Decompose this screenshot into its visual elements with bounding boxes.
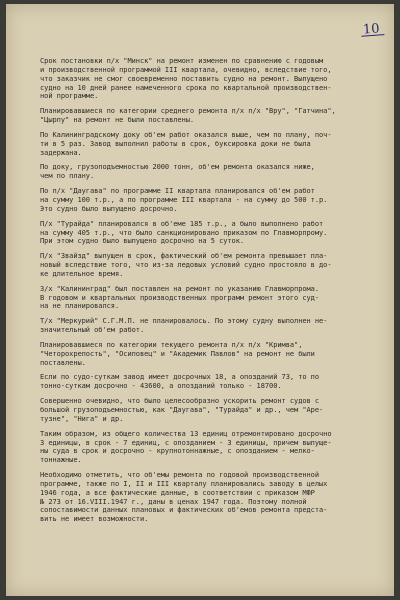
paragraph-13: Таким образом, из общего количества 13 единиц отремонтировано досрочно 3 единицы, в срок - 7 единиц, с опозданием - 3 единицы, причем выпуще- ны суда в срок и досрочно - крупнотоннажные, с опозданием - мелко- тоннажные. — [40, 429, 332, 465]
document-page — [6, 4, 394, 596]
paragraph-6: П/х "Турайда" планировался в об'еме 185 т.р., а было выполнено работ на сумму 405 т.р., что было санкционировано приказом по Главморпрому. При этом судно было выпущено досрочно на 5 суток. — [40, 219, 328, 246]
paragraph-9: Т/х "Меркурий" С.Г.М.П. не планировалось. По этому судну выполнен не- значительный об'ем работ. — [40, 317, 328, 335]
paragraph-7: П/х "Звайзд" выпущен в срок, фактический об'ем ремонта превышает пла- новый вследствие того, что из-за ледовых условий судно простояло в до- ке длительное время. — [40, 252, 332, 278]
paragraph-14: Необходимо отметить, что об'емы ремонта по годовой производственной программе, также по I, II и III кварталу планировались заводу в целых 1946 года, а все фактические данные, в соответствии с приказом МФР № 273 от 16.VIII.1947 г., даны в ценах 1947 года. Поэтому полной сопоставимости данных плановых и фактических об'емов ремонта предста- вить не имеет возможности. — [40, 471, 328, 524]
document-body — [40, 57, 386, 524]
paragraph-2: Планировавшиеся по категории среднего ремонта п/х п/х "Вру", "Гатчина", "Цырпу" на ремонт не были поставлены. — [40, 107, 336, 125]
paragraph-10: Планировавшиеся по категории текущего ремонта п/х п/х "Кримва", "Четорохрепость", "Осиповец" и "Академик Павлов" на ремонт не были поставлены. — [40, 340, 315, 367]
page-number: 10 — [362, 21, 381, 38]
paragraph-1: Срок постановки п/х "Минск" на ремонт изменен по сравнению с годовым и производственной программой III квартала, очевидно, вследствие того, что заказчик не смог своевременно поставить судно на ремонт. Выпущено судно на 10 дней ранее намеченного срока по квартальной производствен- ной программе. — [40, 57, 332, 101]
paragraph-8: З/х "Калининград" был поставлен на ремонт по указанию Главморпрома. В годовом и квартальных производственных программ ремонт этого суд- на не планировался. — [40, 284, 320, 311]
paragraph-12: Совершенно очевидно, что было целесообразно ускорить ремонт судов с большой грузоподъемностью, как "Даугава", "Турайда" и др., чем "Аре- тузне", "Нига" и др. — [40, 397, 324, 423]
paragraph-4: По доку, грузоподъемностью 2000 тонн, об'ем ремонта оказался ниже, чем по плану. — [40, 163, 315, 181]
paragraph-5: По п/х "Даугава" по программе II квартала планировался об'ем работ на сумму 100 т.р., а по программе III квартала - на сумму до 500 т.р. Это судно было выпущено досрочно. — [40, 187, 328, 213]
paragraph-3: По Калининградскому доку об'ем работ оказался выше, чем по плану, поч- ти в 5 раз. Завод выполнил работы в срок, буксировка доки не была задержана. — [40, 130, 332, 157]
paragraph-11: Если по судо-суткам завод имеет досрочных 18, а опозданий 73, то по тонно-суткам досрочно - 43600, а опозданий только - 18700. — [40, 373, 320, 391]
